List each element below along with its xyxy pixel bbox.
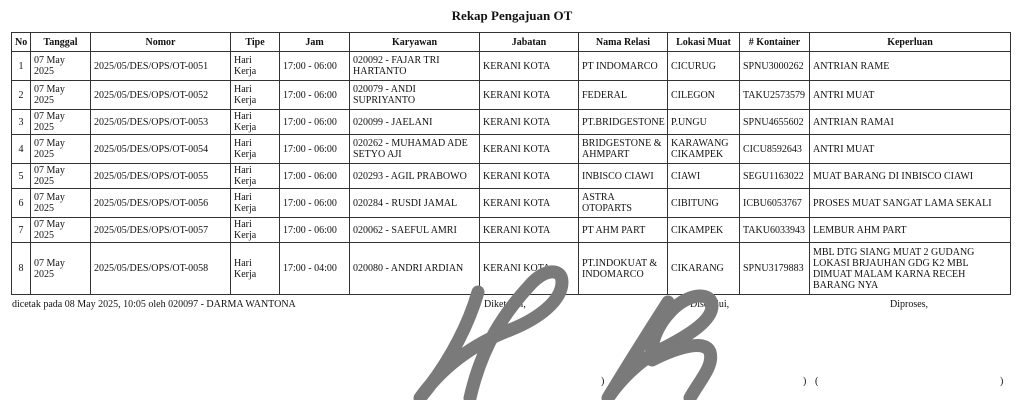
cell-jam: 17:00 - 06:00 — [280, 52, 350, 81]
cell-jabatan: KERANI KOTA — [480, 110, 579, 135]
cell-nomor: 2025/05/DES/OPS/OT-0057 — [91, 218, 231, 243]
label-diketahui: Diketahui, — [484, 299, 526, 310]
cell-jabatan: KERANI KOTA — [480, 52, 579, 81]
cell-kontainer: TAKU6033943 — [740, 218, 810, 243]
cell-karyawan: 020092 - FAJAR TRI HARTANTO — [350, 52, 480, 81]
label-disetujui: Disetujui, — [690, 299, 730, 310]
signature-paren-open: ( — [815, 376, 819, 387]
header-jam: Jam — [280, 33, 350, 52]
cell-lokasi-muat: KARAWANG CIKAMPEK — [668, 135, 740, 164]
header-jabatan: Jabatan — [480, 33, 579, 52]
cell-lokasi-muat: CIBITUNG — [668, 189, 740, 218]
cell-jabatan: KERANI KOTA — [480, 164, 579, 189]
cell-keperluan: ANTRIAN RAME — [810, 52, 1011, 81]
cell-jam: 17:00 - 06:00 — [280, 189, 350, 218]
cell-nama-relasi: ASTRA OTOPARTS — [579, 189, 668, 218]
header-lokasi-muat: Lokasi Muat — [668, 33, 740, 52]
cell-no: 8 — [12, 243, 31, 295]
header-nomor: Nomor — [91, 33, 231, 52]
header-karyawan: Karyawan — [350, 33, 480, 52]
signature-paren-open: ( — [613, 376, 617, 387]
cell-karyawan: 020284 - RUSDI JAMAL — [350, 189, 480, 218]
table-row — [12, 81, 1011, 110]
header-keperluan: Keperluan — [810, 33, 1011, 52]
cell-lokasi-muat: CIAWI — [668, 164, 740, 189]
cell-tanggal: 07 May 2025 — [31, 189, 91, 218]
cell-nomor: 2025/05/DES/OPS/OT-0052 — [91, 81, 231, 110]
cell-tanggal: 07 May 2025 — [31, 110, 91, 135]
table-row — [12, 135, 1011, 164]
cell-lokasi-muat: CICURUG — [668, 52, 740, 81]
cell-nomor: 2025/05/DES/OPS/OT-0051 — [91, 52, 231, 81]
cell-lokasi-muat: CIKARANG — [668, 243, 740, 295]
cell-kontainer: SEGU1163022 — [740, 164, 810, 189]
cell-tipe: Hari Kerja — [231, 218, 280, 243]
cell-jam: 17:00 - 06:00 — [280, 81, 350, 110]
cell-karyawan: 020099 - JAELANI — [350, 110, 480, 135]
cell-tanggal: 07 May 2025 — [31, 164, 91, 189]
cell-kontainer: SPNU3179883 — [740, 243, 810, 295]
table-row — [12, 218, 1011, 243]
cell-tanggal: 07 May 2025 — [31, 218, 91, 243]
cell-jabatan: KERANI KOTA — [480, 243, 579, 295]
cell-no: 1 — [12, 52, 31, 81]
cell-nama-relasi: PT.BRIDGESTONE — [579, 110, 668, 135]
cell-keperluan: ANTRIAN RAMAI — [810, 110, 1011, 135]
document-title: Rekap Pengajuan OT — [451, 8, 573, 23]
cell-karyawan: 020062 - SAEFUL AMRI — [350, 218, 480, 243]
cell-nama-relasi: BRIDGESTONE & AHMPART — [579, 135, 668, 164]
cell-nama-relasi: PT AHM PART — [579, 218, 668, 243]
cell-jam: 17:00 - 06:00 — [280, 135, 350, 164]
cell-kontainer: SPNU3000262 — [740, 52, 810, 81]
cell-no: 3 — [12, 110, 31, 135]
cell-nama-relasi: INBISCO CIAWI — [579, 164, 668, 189]
table-header-row — [12, 33, 1011, 52]
overtime-table — [11, 32, 1011, 295]
cell-lokasi-muat: CILEGON — [668, 81, 740, 110]
signature-paren-close: ) — [803, 376, 807, 387]
cell-kontainer: CICU8592643 — [740, 135, 810, 164]
cell-tanggal: 07 May 2025 — [31, 243, 91, 295]
cell-keperluan: ANTRI MUAT — [810, 135, 1011, 164]
cell-tanggal: 07 May 2025 — [31, 135, 91, 164]
cell-jam: 17:00 - 06:00 — [280, 218, 350, 243]
cell-jabatan: KERANI KOTA — [480, 218, 579, 243]
cell-jabatan: KERANI KOTA — [480, 81, 579, 110]
cell-nomor: 2025/05/DES/OPS/OT-0055 — [91, 164, 231, 189]
cell-karyawan: 020293 - AGIL PRABOWO — [350, 164, 480, 189]
cell-no: 4 — [12, 135, 31, 164]
cell-keperluan: MUAT BARANG DI INBISCO CIAWI — [810, 164, 1011, 189]
table-row — [12, 52, 1011, 81]
signature-paren-close: ) — [1000, 376, 1004, 387]
cell-kontainer: SPNU4655602 — [740, 110, 810, 135]
cell-tipe: Hari Kerja — [231, 81, 280, 110]
cell-keperluan: ANTRI MUAT — [810, 81, 1011, 110]
cell-jabatan: KERANI KOTA — [480, 189, 579, 218]
header-nama-relasi: Nama Relasi — [579, 33, 668, 52]
cell-no: 5 — [12, 164, 31, 189]
cell-no: 7 — [12, 218, 31, 243]
cell-tanggal: 07 May 2025 — [31, 52, 91, 81]
cell-tipe: Hari Kerja — [231, 189, 280, 218]
table-row — [12, 189, 1011, 218]
cell-tipe: Hari Kerja — [231, 52, 280, 81]
header-tipe: Tipe — [231, 33, 280, 52]
cell-keperluan: PROSES MUAT SANGAT LAMA SEKALI — [810, 189, 1011, 218]
cell-lokasi-muat: CIKAMPEK — [668, 218, 740, 243]
cell-tanggal: 07 May 2025 — [31, 81, 91, 110]
cell-jam: 17:00 - 06:00 — [280, 110, 350, 135]
cell-nomor: 2025/05/DES/OPS/OT-0054 — [91, 135, 231, 164]
printed-info: dicetak pada 08 May 2025, 10:05 oleh 020097 - DARMA WANTONA — [12, 299, 296, 310]
cell-karyawan: 020079 - ANDI SUPRIYANTO — [350, 81, 480, 110]
cell-nama-relasi: FEDERAL — [579, 81, 668, 110]
cell-tipe: Hari Kerja — [231, 164, 280, 189]
cell-nama-relasi: PT.INDOKUAT & INDOMARCO — [579, 243, 668, 295]
header-kontainer: # Kontainer — [740, 33, 810, 52]
cell-keperluan: LEMBUR AHM PART — [810, 218, 1011, 243]
cell-keperluan: MBL DTG SIANG MUAT 2 GUDANG LOKASI BRJAUHAN GDG K2 MBL DIMUAT MALAM KARNA RECEH BARANG NYA — [810, 243, 1011, 295]
cell-no: 6 — [12, 189, 31, 218]
signature-stroke-2 — [608, 296, 712, 398]
cell-jabatan: KERANI KOTA — [480, 135, 579, 164]
cell-karyawan: 020080 - ANDRI ARDIAN — [350, 243, 480, 295]
cell-no: 2 — [12, 81, 31, 110]
cell-nomor: 2025/05/DES/OPS/OT-0058 — [91, 243, 231, 295]
header-no: No — [12, 33, 31, 52]
table-row — [12, 110, 1011, 135]
cell-nama-relasi: PT INDOMARCO — [579, 52, 668, 81]
label-diproses: Diproses, — [890, 299, 929, 310]
cell-nomor: 2025/05/DES/OPS/OT-0056 — [91, 189, 231, 218]
cell-kontainer: ICBU6053767 — [740, 189, 810, 218]
cell-karyawan: 020262 - MUHAMAD ADE SETYO AJI — [350, 135, 480, 164]
header-tanggal: Tanggal — [31, 33, 91, 52]
table-row — [12, 243, 1011, 295]
cell-lokasi-muat: P.UNGU — [668, 110, 740, 135]
cell-tipe: Hari Kerja — [231, 135, 280, 164]
cell-tipe: Hari Kerja — [231, 243, 280, 295]
cell-kontainer: TAKU2573579 — [740, 81, 810, 110]
cell-jam: 17:00 - 04:00 — [280, 243, 350, 295]
cell-jam: 17:00 - 06:00 — [280, 164, 350, 189]
cell-tipe: Hari Kerja — [231, 110, 280, 135]
cell-nomor: 2025/05/DES/OPS/OT-0053 — [91, 110, 231, 135]
signature-paren-close: ) — [601, 376, 605, 387]
table-row — [12, 164, 1011, 189]
